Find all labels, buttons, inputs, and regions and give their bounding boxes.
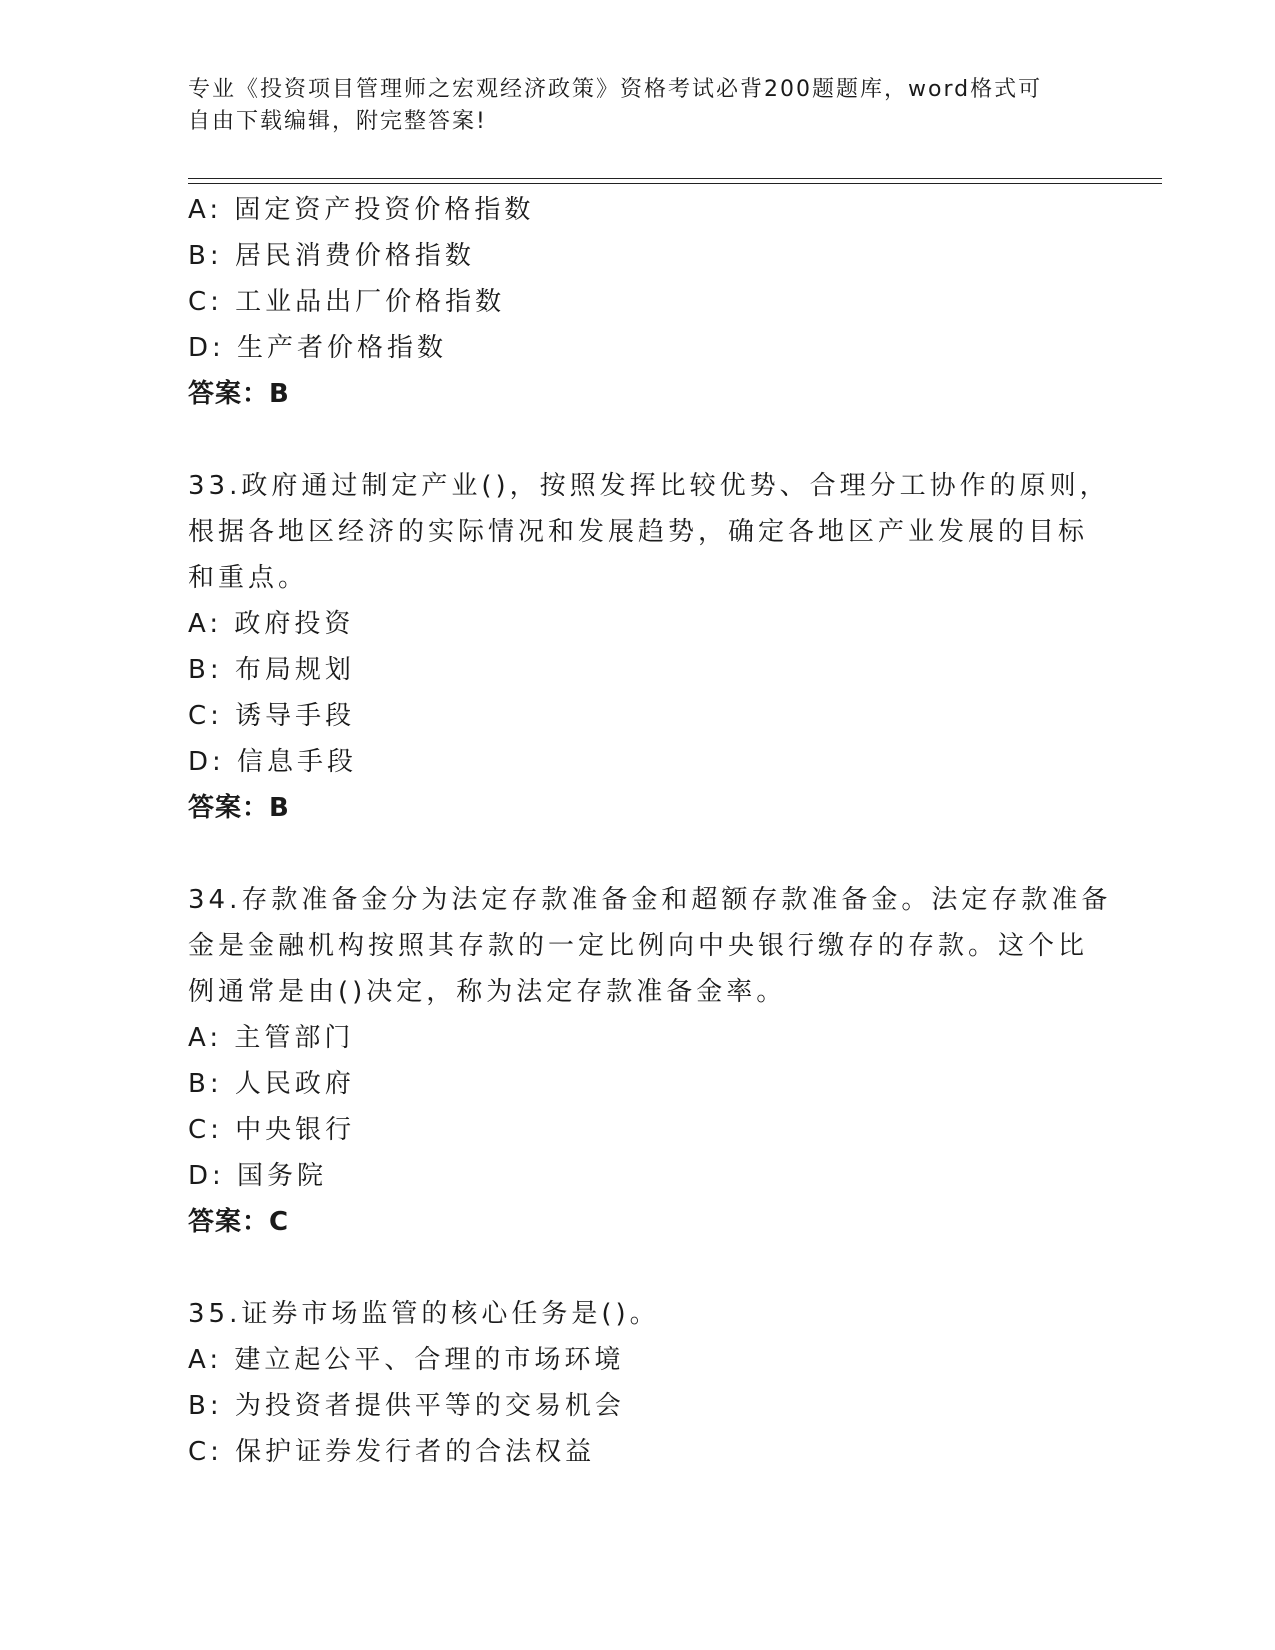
option-a: A: 政府投资 xyxy=(188,609,355,639)
spacer xyxy=(188,417,1088,463)
question-35 xyxy=(188,1291,1088,1475)
question-32-continued xyxy=(188,187,1088,417)
option-b: B: 为投资者提供平等的交易机会 xyxy=(188,1391,625,1421)
option-b: B: 人民政府 xyxy=(188,1069,355,1099)
option-c: C: 诱导手段 xyxy=(188,701,356,731)
header-divider-bottom xyxy=(188,183,1162,184)
option-d: D: 国务院 xyxy=(188,1161,328,1191)
option-a: A: 主管部门 xyxy=(188,1023,355,1053)
header-line-1: 专业《投资项目管理师之宏观经济政策》资格考试必背200题题库，word格式可 xyxy=(188,77,1043,102)
document-header xyxy=(188,74,1068,138)
question-content xyxy=(188,187,1112,1475)
question-text-line: 和重点。 xyxy=(188,563,309,593)
spacer xyxy=(188,831,1088,877)
answer-line: 答案：C xyxy=(188,1207,290,1237)
answer-line: 答案：B xyxy=(188,793,290,823)
answer-line: 答案：B xyxy=(188,379,290,409)
question-text-line: 例通常是由()决定，称为法定存款准备金率。 xyxy=(188,977,787,1007)
header-divider-top xyxy=(188,178,1162,179)
question-text-line: 根据各地区经济的实际情况和发展趋势，确定各地区产业发展的目标 xyxy=(188,517,1089,547)
question-text-line: 35.证券市场监管的核心任务是()。 xyxy=(188,1299,660,1329)
option-a: A: 建立起公平、合理的市场环境 xyxy=(188,1345,625,1375)
question-text-line: 34.存款准备金分为法定存款准备金和超额存款准备金。法定存款准备 xyxy=(188,885,1112,915)
option-b: B: 居民消费价格指数 xyxy=(188,241,475,271)
option-a: A: 固定资产投资价格指数 xyxy=(188,195,535,225)
question-34 xyxy=(188,877,1112,1245)
option-c: C: 中央银行 xyxy=(188,1115,356,1145)
question-text-line: 33.政府通过制定产业()，按照发挥比较优势、合理分工协作的原则， xyxy=(188,471,1110,501)
option-d: D: 信息手段 xyxy=(188,747,358,777)
option-c: C: 工业品出厂价格指数 xyxy=(188,287,506,317)
header-line-2: 自由下载编辑，附完整答案! xyxy=(188,109,487,134)
option-c: C: 保护证券发行者的合法权益 xyxy=(188,1437,596,1467)
question-text-line: 金是金融机构按照其存款的一定比例向中央银行缴存的存款。这个比 xyxy=(188,931,1089,961)
question-33 xyxy=(188,463,1110,831)
option-b: B: 布局规划 xyxy=(188,655,355,685)
option-d: D: 生产者价格指数 xyxy=(188,333,448,363)
spacer xyxy=(188,1245,1088,1291)
